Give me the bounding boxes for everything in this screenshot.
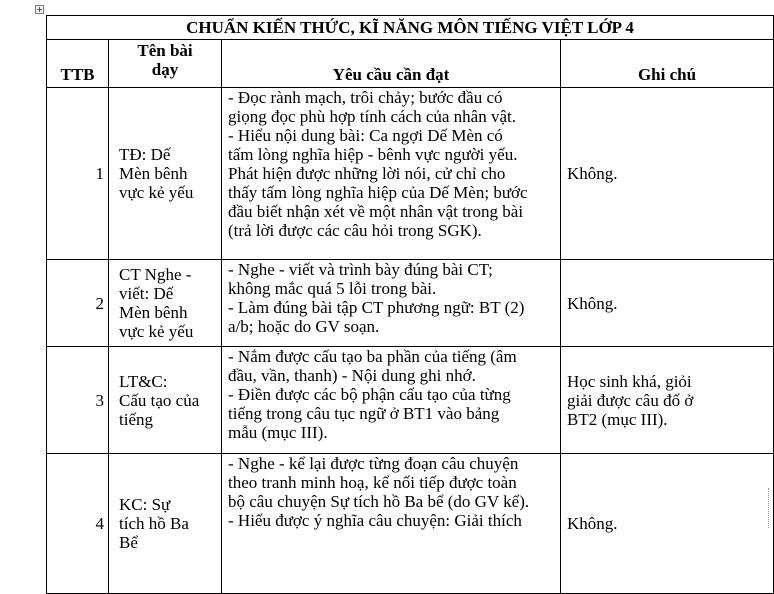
note-line: giải được câu đố ở [567, 390, 694, 410]
header-lesson [109, 40, 222, 88]
requirement-line: mẫu (mục III). [228, 423, 328, 442]
table-title: CHUẨN KIẾN THỨC, KĨ NĂNG MÔN TIẾNG VIỆT LỚP 4 [47, 16, 774, 40]
lesson-name [109, 88, 222, 260]
requirement-line: theo tranh minh hoạ, kể nối tiếp được toàn [228, 473, 517, 492]
lesson-name [109, 454, 222, 594]
requirement-line: Phát hiện được những lời nói, cử chỉ cho [228, 164, 506, 183]
requirement-line: (trả lời được các câu hỏi trong SGK). [228, 221, 482, 240]
note-line: Không. [567, 514, 618, 533]
table-row [47, 347, 774, 454]
note-cell [561, 454, 774, 594]
requirement-line: đầu, vần, thanh) - Nội dung ghi nhớ. [228, 366, 476, 385]
requirement-line: - Nghe - viết và trình bày đúng bài CT; [228, 260, 493, 279]
lesson-line: Mèn bênh [119, 303, 188, 322]
requirement-line: - Đọc rành mạch, trôi chảy; bước đầu có [228, 88, 503, 107]
requirements-cell [222, 454, 561, 594]
requirement-line: tiếng trong câu tục ngữ ở BT1 vào bảng [228, 404, 500, 423]
row-number: 2 [47, 260, 109, 347]
header-lesson-line2: dạy [151, 60, 179, 79]
requirement-line: không mắc quá 5 lỗi trong bài. [228, 279, 437, 298]
note-line: BT2 (mục III). [567, 409, 668, 429]
header-lesson-line1: Tên bài [137, 41, 193, 60]
requirement-line: thấy tấm lòng nghĩa hiệp của Dế Mèn; bước [228, 183, 528, 202]
requirement-line: a/b; hoặc do GV soạn. [228, 317, 380, 336]
row-number: 1 [47, 88, 109, 260]
curriculum-table [46, 15, 774, 594]
requirement-line: đầu biết nhận xét về một nhân vật trong bài [228, 202, 524, 221]
table-row [47, 88, 774, 260]
header-notes: Ghi chú [561, 40, 774, 88]
lesson-line: Mèn bênh [119, 164, 188, 183]
requirement-line: - Điền được các bộ phận cấu tạo của từng [228, 385, 511, 404]
requirement-line: tấm lòng nghĩa hiệp - bênh vực người yếu. [228, 145, 518, 164]
note-cell [561, 260, 774, 347]
requirements-cell [222, 347, 561, 454]
table-row [47, 454, 774, 594]
lesson-line: vực kẻ yếu [119, 183, 194, 202]
note-cell [561, 88, 774, 260]
row-number: 4 [47, 454, 109, 594]
requirement-line: - Làm đúng bài tập CT phương ngữ: BT (2) [228, 298, 525, 317]
lesson-line: tích hồ Ba [119, 514, 189, 533]
lesson-line: CT Nghe - [119, 265, 192, 284]
header-ttb: TTB [47, 40, 109, 88]
requirement-line: - Hiểu được ý nghĩa câu chuyện: Giải thích [228, 511, 522, 530]
lesson-line: tiếng [119, 409, 153, 429]
row-number: 3 [47, 347, 109, 454]
requirement-line: giọng đọc phù hợp tính cách của nhân vật. [228, 107, 516, 126]
header-row [47, 40, 774, 88]
lesson-name [109, 347, 222, 454]
table-row [47, 260, 774, 347]
requirement-line: - Nắm được cấu tạo ba phần của tiếng (âm [228, 347, 517, 366]
page-edge-marker [768, 488, 773, 528]
requirements-cell [222, 88, 561, 260]
requirements-cell [222, 260, 561, 347]
requirement-line: bộ câu chuyện Sự tích hồ Ba bể (do GV kể). [228, 492, 530, 511]
lesson-line: LT&C: [119, 371, 168, 391]
lesson-line: TĐ: Dế [119, 145, 171, 164]
table-move-handle-icon[interactable] [35, 5, 44, 14]
header-requirements: Yêu cầu cần đạt [222, 40, 561, 88]
lesson-name [109, 260, 222, 347]
note-line: Không. [567, 293, 618, 313]
lesson-line: viết: Dế [119, 284, 174, 303]
lesson-line: Bể [119, 533, 138, 552]
requirement-line: - Nghe - kể lại được từng đoạn câu chuyện [228, 454, 519, 473]
note-cell [561, 347, 774, 454]
lesson-line: vực kẻ yếu [119, 322, 194, 341]
note-line: Không. [567, 164, 618, 183]
lesson-line: Cấu tạo của [119, 390, 200, 410]
note-line: Học sinh khá, giỏi [567, 371, 692, 391]
title-row [47, 16, 774, 40]
lesson-line: KC: Sự [119, 495, 171, 514]
requirement-line: - Hiểu nội dung bài: Ca ngợi Dế Mèn có [228, 126, 503, 145]
